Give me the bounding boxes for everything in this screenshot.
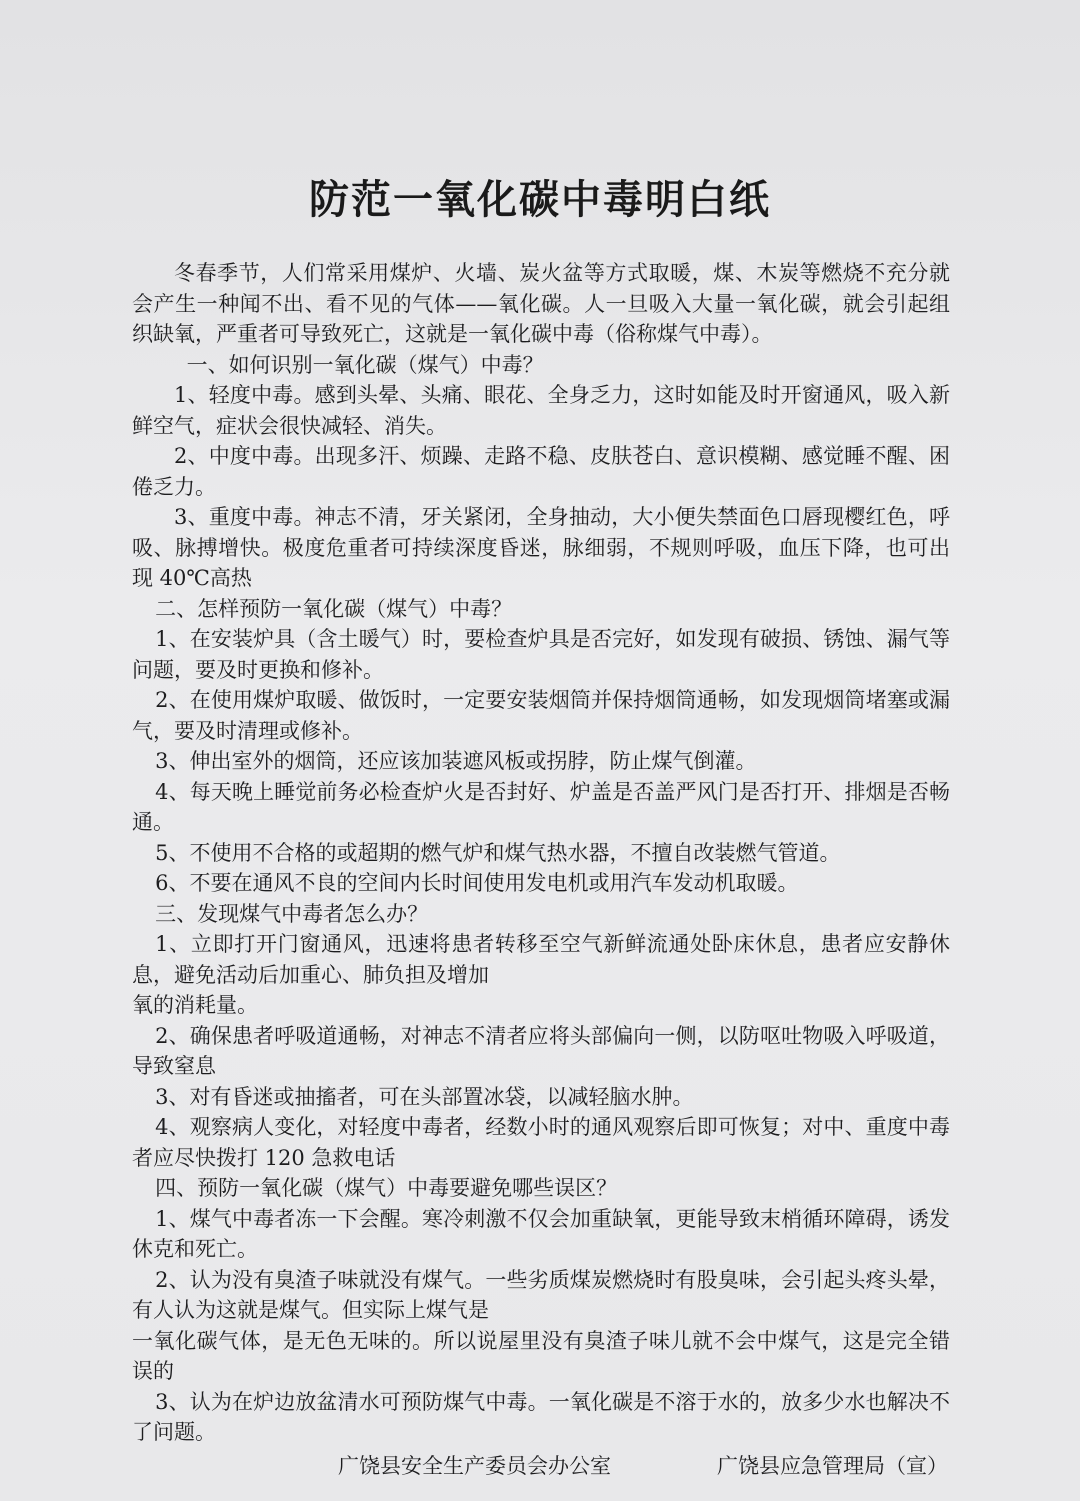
list-item: 5、不使用不合格的或超期的燃气炉和煤气热水器，不擅自改装燃气管道。: [155, 840, 841, 865]
list-item: 3、重度中毒。神志不清，牙关紧闭，全身抽动，大小便失禁面色口唇现樱红色，呼吸、脉搏增快。极度危重者可持续深度昏迷，脉细弱，不规则呼吸，血压下降，也可出现 40℃高热: [132, 505, 950, 590]
issuer-emergency-bureau: 广饶县应急管理局（宣）: [717, 1454, 948, 1478]
list-item: 2、中度中毒。出现多汗、烦躁、走路不稳、皮肤苍白、意识模糊、感觉睡不醒、困倦乏力。: [132, 444, 950, 499]
section-heading: 三、发现煤气中毒者怎么办？: [155, 901, 429, 926]
list-item: 3、认为在炉边放盆清水可预防煤气中毒。一氧化碳是不溶于水的，放多少水也解决不了问题。: [132, 1389, 950, 1444]
list-item: 3、对有昏迷或抽搐者，可在头部置冰袋，以减轻脑水肿。: [155, 1084, 694, 1109]
list-item: 1、轻度中毒。感到头晕、头痛、眼花、全身乏力，这时如能及时开窗通风，吸入新鲜空气，症状会很快减轻、消失。: [132, 383, 950, 438]
list-item: 3、伸出室外的烟筒，还应该加装遮风板或拐脖，防止煤气倒灌。: [155, 749, 757, 773]
list-item: 2、认为没有臭渣子味就没有煤气。一些劣质煤炭燃烧时有股臭味，会引起头疼头晕，有人认为这就是煤气。但实际上煤气是: [132, 1267, 950, 1322]
intro-paragraph: 冬春季节，人们常采用煤炉、火墙、炭火盆等方式取暖，煤、木炭等燃烧不充分就会产生一种闻不出、看不见的气体——氧化碳。人一旦吸入大量一氧化碳，就会引起组织缺氧，严重者可导致死亡，这就是一氧化碳中毒（俗称煤气中毒）。: [132, 261, 950, 346]
list-item: 1、煤气中毒者冻一下会醒。寒冷刺激不仅会加重缺氧，更能导致末梢循环障碍，诱发休克和死亡。: [132, 1206, 950, 1261]
issuer-safety-committee: 广饶县安全生产委员会办公室: [338, 1454, 611, 1478]
list-item: 一氧化碳气体，是无色无味的。所以说屋里没有臭渣子味儿就不会中煤气，这是完全错误的: [132, 1328, 950, 1383]
list-item: 2、确保患者呼吸道通畅，对神志不清者应将头部偏向一侧，以防呕吐物吸入呼吸道，导致窒息: [132, 1023, 950, 1078]
list-item: 2、在使用煤炉取暖、做饭时，一定要安装烟筒并保持烟筒通畅，如发现烟筒堵塞或漏气，要及时清理或修补。: [132, 688, 950, 743]
document-title: 防范一氧化碳中毒明白纸: [309, 176, 771, 223]
list-item: 4、观察病人变化，对轻度中毒者，经数小时的通风观察后即可恢复；对中、重度中毒者应尽快拨打 120 急救电话: [132, 1115, 950, 1170]
section-heading: 四、预防一氧化碳（煤气）中毒要避免哪些误区？: [155, 1176, 618, 1200]
list-item: 1、立即打开门窗通风，迅速将患者转移至空气新鲜流通处卧床休息，患者应安静休息，避免活动后加重心、肺负担及增加: [132, 932, 950, 987]
document-body: [132, 258, 950, 1448]
list-item: 4、每天晚上睡觉前务必检查炉火是否封好、炉盖是否盖严风门是否打开、排烟是否畅通。: [132, 779, 950, 834]
list-item: 6、不要在通风不良的空间内长时间使用发电机或用汽车发动机取暖。: [155, 871, 799, 895]
document-footer: [338, 1450, 948, 1480]
list-item: 氧的消耗量。: [132, 993, 258, 1017]
section-heading: 一、如何识别一氧化碳（煤气）中毒？: [186, 352, 544, 377]
section-heading: 二、怎样预防一氧化碳（煤气）中毒？: [155, 596, 513, 621]
list-item: 1、在安装炉具（含土暖气）时，要检查炉具是否完好，如发现有破损、锈蚀、漏气等问题，要及时更换和修补。: [132, 627, 950, 682]
